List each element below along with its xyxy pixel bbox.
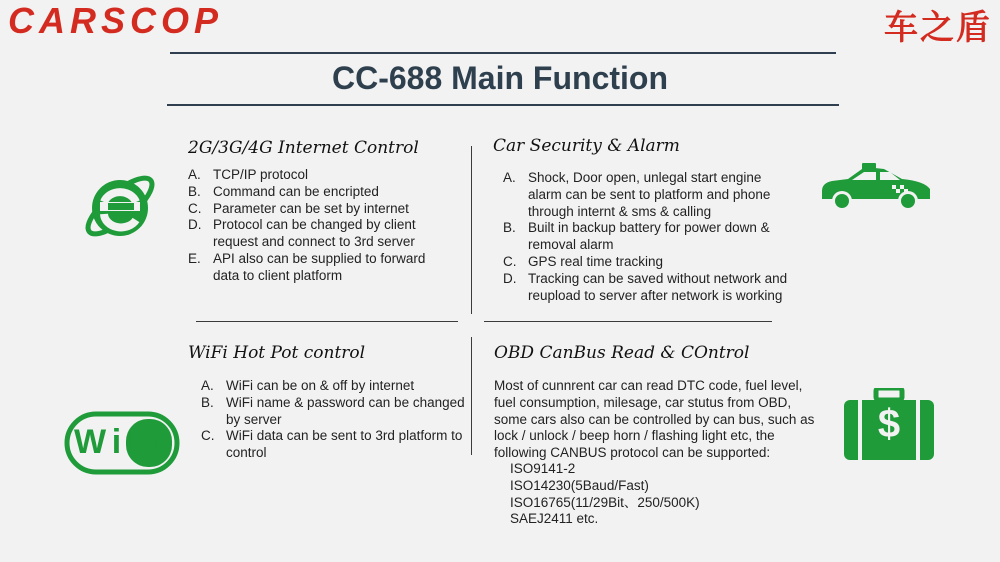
- list-item: C. WiFi data can be sent to 3rd platform to control: [201, 428, 463, 461]
- standard-item: ISO9141-2: [510, 461, 576, 476]
- wifi-logo-icon: [64, 411, 180, 475]
- standard-item: ISO14230(5Baud/Fast): [510, 477, 649, 493]
- title-rule-top: [170, 52, 836, 54]
- obd-paragraph: Most of cunnrent car can read DTC code, fuel level, fuel consumption, milesage, car stutus from OBD, some cars also can be controlled by can bus, such as lock / unlock / beep horn / flashing light etc, the following CANBUS protocol can be supported:: [494, 378, 815, 461]
- list-item: A. WiFi can be on & off by internet: [201, 378, 415, 393]
- list-item: B. WiFi name & password can be changed by server: [201, 394, 465, 427]
- standard-item: ISO16765(11/29Bit、250/500K): [510, 494, 700, 510]
- section-heading-wifi: WiFi Hot Pot control: [188, 343, 366, 363]
- taxi-car-icon: [818, 161, 934, 215]
- list-item: C. GPS real time tracking: [503, 253, 664, 269]
- list-item: B. Built in backup battery for power down & removal alarm: [503, 220, 770, 253]
- money-suitcase-icon: [842, 388, 936, 462]
- divider-vertical-bottom: [471, 337, 472, 455]
- list-item: A. TCP/IP protocol: [188, 167, 309, 182]
- section-heading-internet: 2G/3G/4G Internet Control: [188, 138, 419, 158]
- dollar-symbol: $: [877, 402, 901, 446]
- standard-item: SAEJ2411 etc.: [510, 511, 599, 527]
- security-list: [503, 170, 793, 304]
- title-rule-bottom: [167, 104, 839, 106]
- divider-horizontal-right: [484, 321, 772, 322]
- internet-list: [188, 167, 448, 285]
- list-item: B. Command can be encripted: [188, 183, 379, 199]
- internet-explorer-icon: [78, 162, 164, 250]
- section-heading-security: Car Security & Alarm: [493, 136, 680, 156]
- list-item: E. API also can be supplied to forward data to client platform: [188, 250, 426, 283]
- obd-standards-list: [494, 461, 816, 528]
- chezhidun-logo: 车之盾: [884, 8, 992, 48]
- section-heading-obd: OBD CanBus Read & COntrol: [494, 343, 750, 363]
- list-item: A. Shock, Door open, unlegal start engine alarm can be sent to platform and phone through internt & sms & calling: [503, 170, 771, 219]
- wifi-list: [201, 378, 466, 462]
- list-item: D. Tracking can be saved without network and reupload to server after network is working: [503, 270, 788, 303]
- list-item: D. Protocol can be changed by client request and connect to 3rd server: [188, 217, 416, 250]
- divider-vertical-top: [471, 146, 472, 314]
- wifi-logo-text: WiFi: [74, 423, 170, 461]
- divider-horizontal-left: [196, 321, 458, 322]
- list-item: C. Parameter can be set by internet: [188, 200, 409, 216]
- carscop-logo: CARSCOP: [8, 0, 224, 41]
- page-title: CC-688 Main Function: [331, 60, 668, 96]
